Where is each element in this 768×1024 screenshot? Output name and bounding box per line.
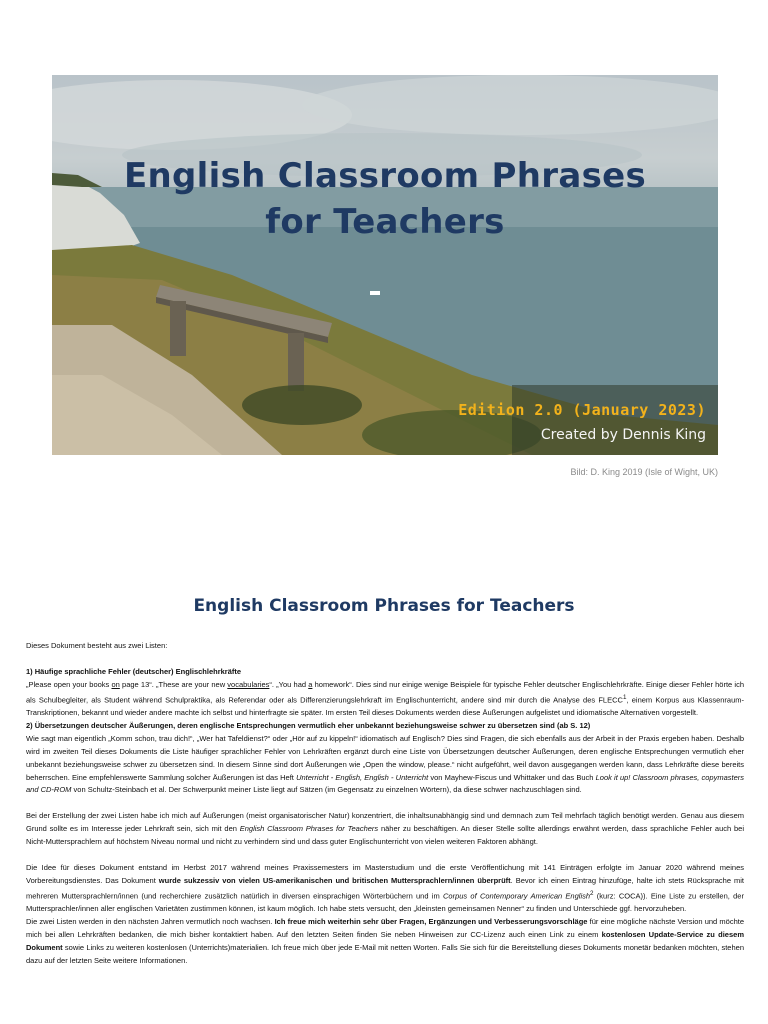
image-caption: Bild: D. King 2019 (Isle of Wight, UK)	[570, 467, 718, 477]
cover-photo-scene	[52, 75, 718, 455]
paragraph-4: Die Idee für dieses Dokument entstand im Herbst 2017 während meines Praxissemesters im Masterstudium und die erste Veröffentlichung mit 141 Einträgen erfolgte im Januar 2020 während meines Vorbereitungsdienstes. Das Dokument wurde sukzessiv von vielen US-amerikanischen und britischen Muttersprachlern/innen überprüft. Bevor ich einen Eintrag hinzufüge, halte ich stets Rücksprache mit mehreren Muttersprachlern/innen (und recherchiere zusätzlich natürlich in diversen einsprachigen Wörterbüchern und im Corpus of Contemporary American English$^2$ (kurz: COCA)). Eine Liste zu erstellen, der Muttersprachler/innen aller englischen Varietäten zustimmen können, ist kaum möglich. Ich habe stets versucht, den „kleinsten gemeinsamen Nenner“ zu finden und Unterschiede ggf. hervorzuheben.	[26, 862, 744, 914]
document-body	[26, 640, 744, 968]
section2-text: Wie sagt man eigentlich „Komm schon, trau dich!“, „Wer hat Tafeldienst?“ oder „Hör auf zu kippeln!“ idiomatisch auf Englisch? Dies sind Fragen, die sich ebenfalls aus der Arbeit in der Praxis ergeben haben. Deshalb wird im zweiten Teil dieses Dokuments die Liste häufiger sprachlicher Fehler von Lehrkräften ergänzt durch eine Liste von Übersetzungen deutscher Äußerungen, deren englische Entsprechungen vermutlich eher unbekannt beziehungsweise schwer zu übersetzen sind. In diesem Sinne sind dort Äußerungen wie „Open the window, please.“ nicht aufgeführt, weil davon ausgegangen werden kann, dass Lehrkräfte diese bereits beherrschen. Eine empfehlenswerte Sammlung solcher Äußerungen ist das Heft Unterricht - English, English - Unterricht von Mayhew-Fiscus und Whittaker und das Buch Look it up! Classroom phrases, copymasters and CD-ROM von Schultz-Steinbach et al. Der Schwerpunkt meiner Liste liegt auf Sätzen (im Gegensatz zu einzelnen Wörtern), da diese schwer nachzuschlagen sind.	[26, 733, 745, 795]
intro-text: Dieses Dokument besteht aus zwei Listen:	[26, 641, 168, 650]
document-title: English Classroom Phrases for Teachers	[193, 596, 575, 616]
edition-label: Edition 2.0 (January 2023)	[458, 401, 706, 419]
section1-heading: 1) Häufige sprachliche Fehler (deutscher) Englischlehrkräfte	[26, 666, 242, 676]
paragraph-5: Die zwei Listen werden in den nächsten Jahren vermutlich noch wachsen. Ich freue mich weiterhin sehr über Fragen, Ergänzungen und Verbesserungsvorschläge für eine mögliche nächste Version und möchte mich bei allen Lehrkräften bedanken, die mich bisher kontaktiert haben. Auf den letzten Seiten finden Sie neben Hinweisen zur CC-Lizenz auch einen Link zu einem kostenlosen Update-Service zu diesem Dokument sowie Links zu weiteren kostenlosen (Unterrichts)materialien. Ich freue mich über jede E-Mail mit netten Worten. Falls Sie sich für die Bereitstellung dieses Dokuments monetär bedanken möchten, stehen dazu auf der letzten Seite weitere Informationen.	[26, 916, 744, 965]
cover-title-line1: English Classroom Phrases	[124, 156, 646, 196]
boat-shape	[370, 291, 380, 295]
section2-heading: 2) Übersetzungen deutscher Äußerungen, deren englische Entsprechungen vermutlich eher unbekannt beziehungsweise schwer zu übersetzen sind (ab S. 12)	[26, 720, 591, 730]
cover-title-line2: for Teachers	[265, 202, 505, 242]
section1-text: „Please open your books on page 13“. „These are your new vocabularies“. „You had a homework“. Dies sind nur einige wenige Beispiele für typische Fehler deutscher Englischlehrkräfte. Einige dieser Fehler hörte ich als Schulbegleiter, als Student während Schulpraktika, als Referendar oder als Differenzierungslehrkraft im Englischunterricht, andere sind mir durch die Analyse des FLECC$^1$, einem Korpus aus Klassenraum-Transkriptionen, bekannt und wieder andere machte ich selbst und hinterfragte sie später. Im ersten Teil dieses Dokuments werden diese Äußerungen aufgelistet und idiomatische Alternativen vorgestellt.	[26, 679, 745, 718]
created-by-label: Created by Dennis King	[540, 427, 706, 443]
cover-image	[52, 75, 718, 455]
paragraph-3: Bei der Erstellung der zwei Listen habe ich mich auf Äußerungen (meist organisatorischer Natur) konzentriert, die inhaltsunabhängig sind und demnach zum Teil mehrfach täglich benötigt werden. Genau aus diesem Grund sollte es im Interesse jeder Lehrkraft sein, sich mit den English Classroom Phrases for Teachers näher zu beschäftigen. An dieser Stelle sollte allerdings erwähnt werden, dass sprachliche Fehler auch bei Nicht-Muttersprachlern auf höchstem Niveau normal und nicht zu verhindern sind und dass guter Englischunterricht von vielen weiteren Faktoren abhängt.	[26, 811, 744, 847]
